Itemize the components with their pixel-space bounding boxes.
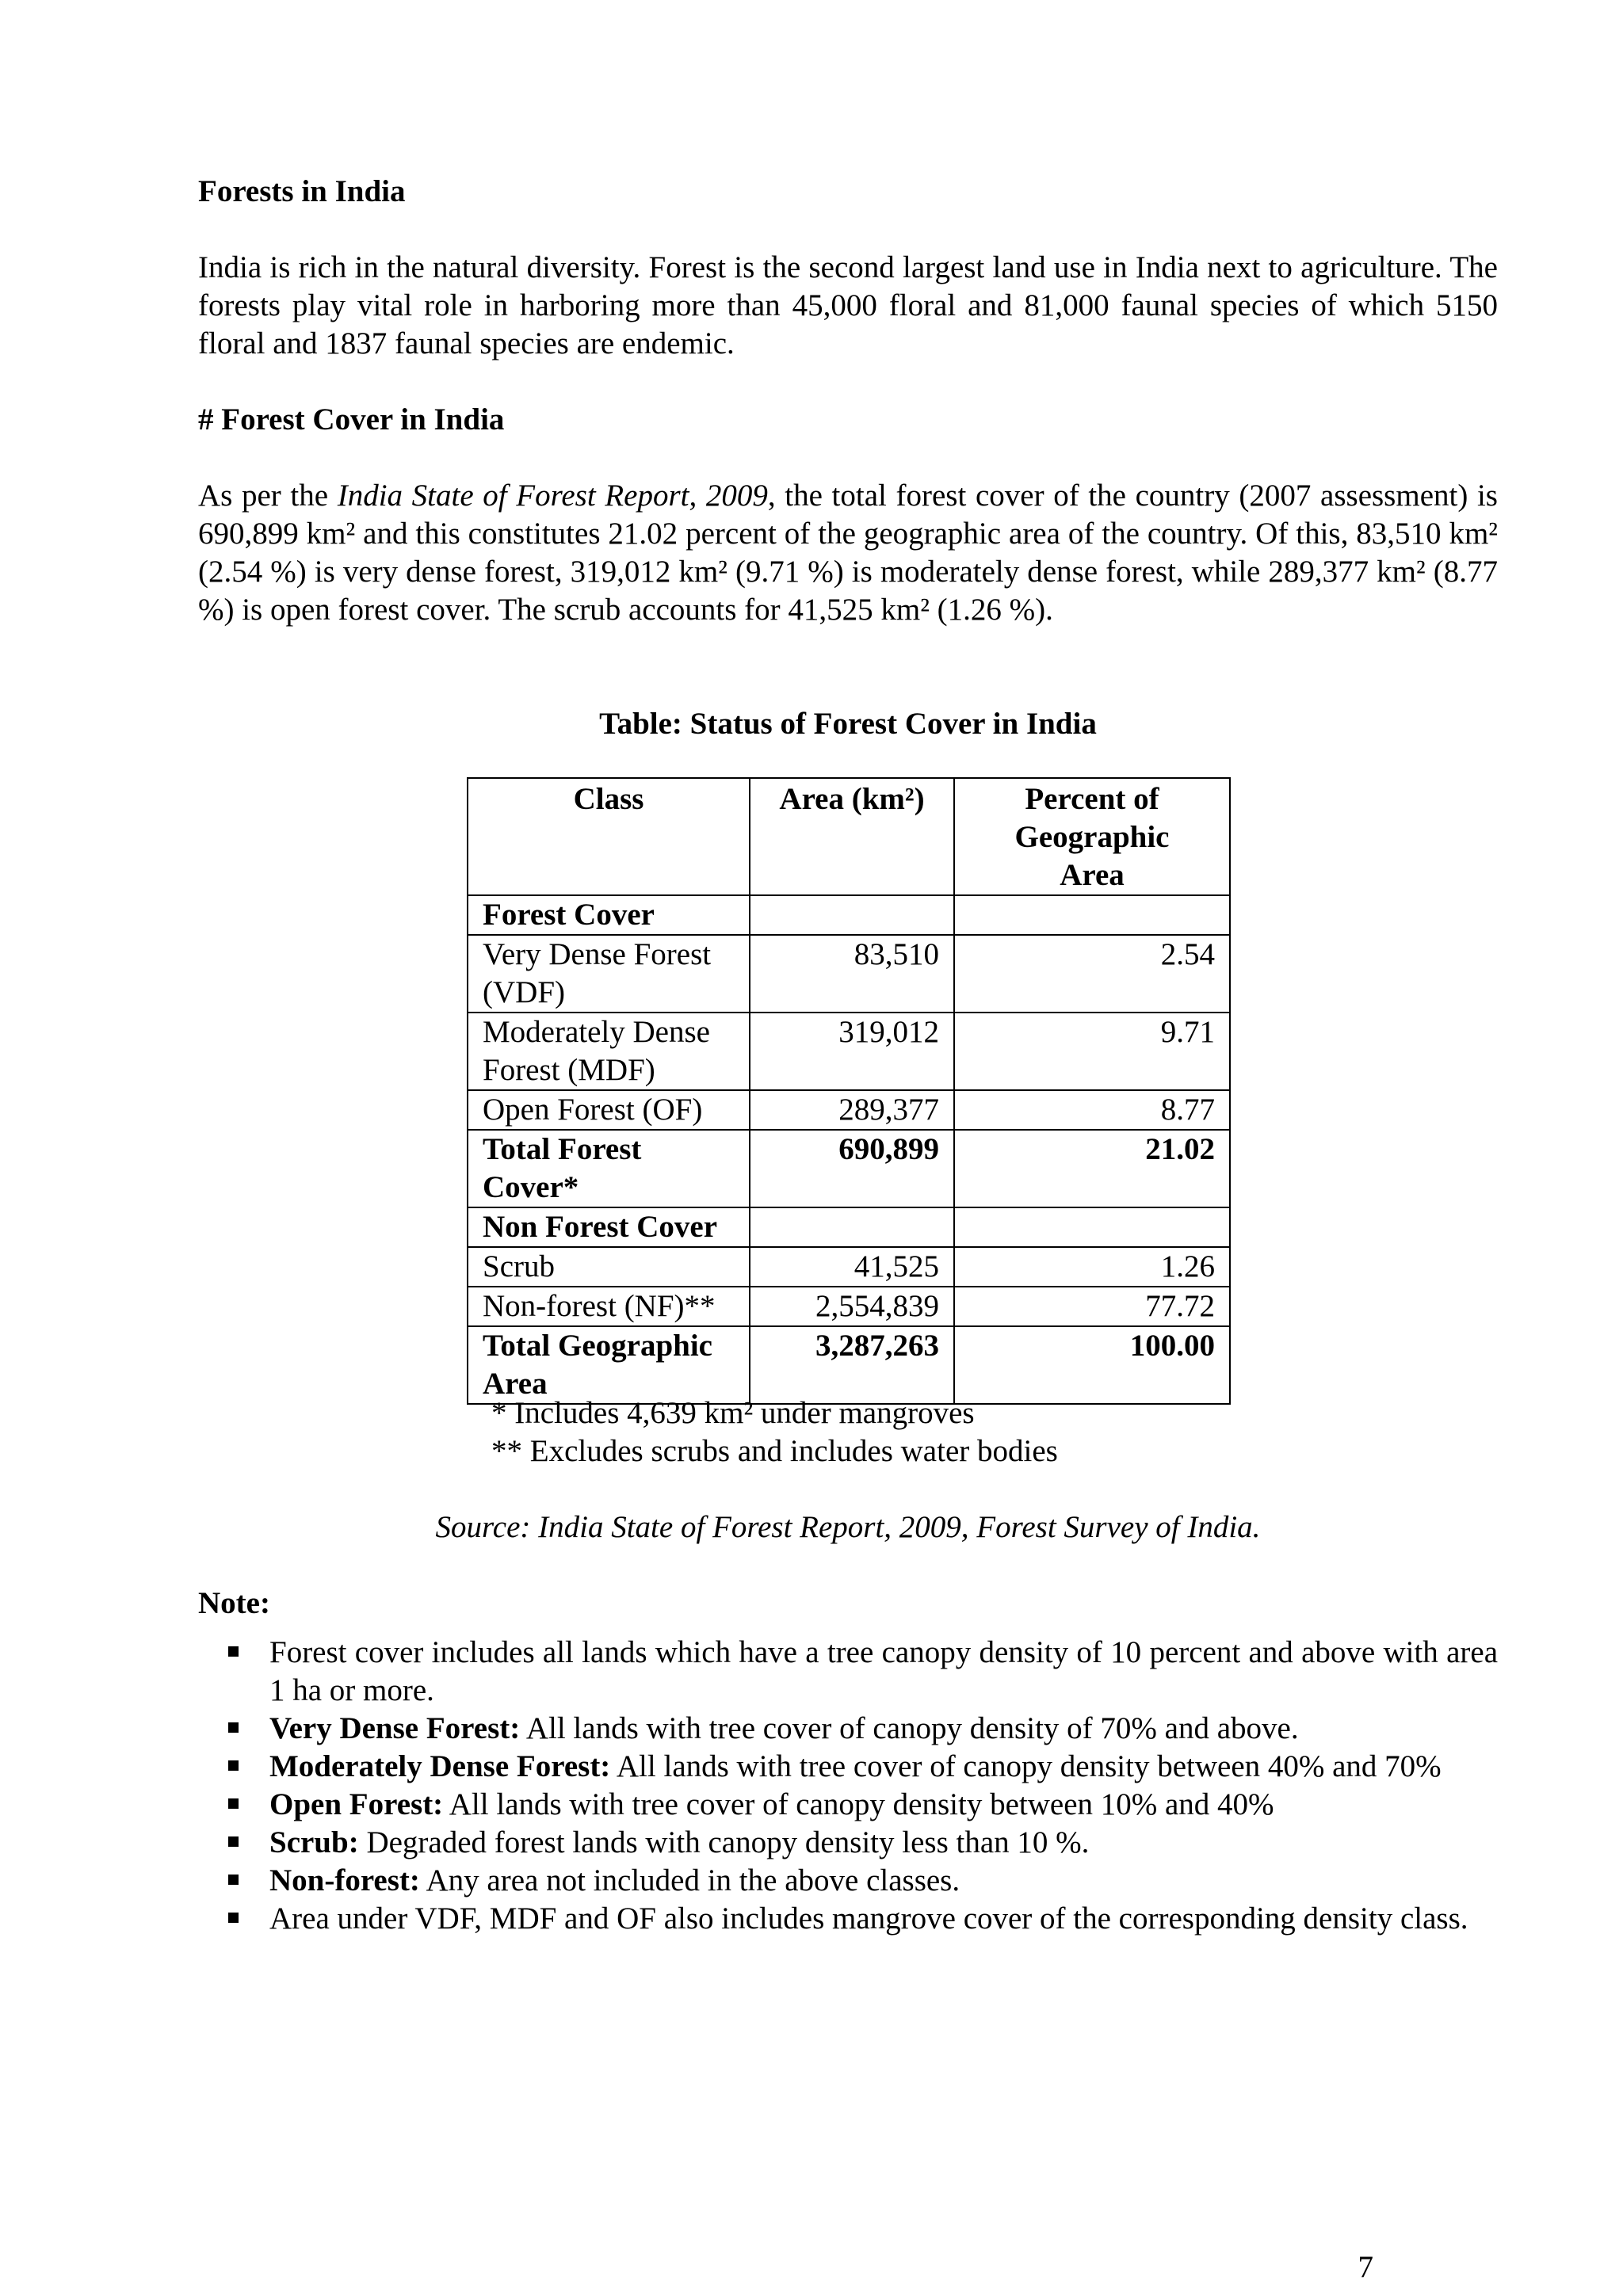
square-bullet-icon <box>228 1798 239 1809</box>
forest-cover-table <box>467 777 1231 1405</box>
table-row <box>468 1207 1230 1247</box>
table-row <box>468 1287 1230 1326</box>
note-item <box>227 1634 1498 1710</box>
table-row <box>468 1130 1230 1207</box>
percent-cell <box>954 1207 1230 1247</box>
note-text: Any area not included in the above classes. <box>419 1863 960 1897</box>
note-text: All lands with tree cover of canopy density between 10% and 40% <box>443 1787 1274 1821</box>
area-cell: 83,510 <box>750 935 954 1013</box>
note-text: All lands with tree cover of canopy density of 70% and above. <box>520 1711 1299 1745</box>
page-number: 7 <box>1358 2250 1373 2284</box>
class-cell: Total Forest Cover* <box>468 1130 750 1207</box>
note-text: Area under VDF, MDF and OF also includes mangrove cover of the corresponding density class. <box>269 1901 1468 1936</box>
area-cell <box>750 895 954 935</box>
forest-cover-paragraph <box>198 477 1498 629</box>
note-term: Non-forest: <box>269 1863 420 1897</box>
area-cell: 3,287,263 <box>750 1326 954 1404</box>
note-item <box>227 1900 1498 1938</box>
square-bullet-icon <box>228 1875 239 1885</box>
note-text: Degraded forest lands with canopy density less than 10 %. <box>358 1825 1090 1859</box>
paragraph-prefix: As per the <box>198 479 338 513</box>
footnote-mangroves: * Includes 4,639 km² under mangroves <box>491 1396 975 1430</box>
area-cell: 41,525 <box>750 1247 954 1287</box>
percent-cell: 8.77 <box>954 1090 1230 1130</box>
area-cell: 2,554,839 <box>750 1287 954 1326</box>
class-cell: Scrub <box>468 1247 750 1287</box>
class-cell: Very Dense Forest (VDF) <box>468 935 750 1013</box>
column-header-class: Class <box>468 778 750 895</box>
class-cell: Total Geographic Area <box>468 1326 750 1404</box>
table-row <box>468 1013 1230 1090</box>
class-cell: Moderately Dense Forest (MDF) <box>468 1013 750 1090</box>
paragraph-body: , the total forest cover of the country (2007 assessment) is 690,899 km² and this constitutes 21.02 percent of the geographic area of the country. Of this, 83,510 km² (2.54 %) is very dense forest, 319,012 km² (9.71 %) is moderately dense forest, while 289,377 km² (8.77 %) is open forest cover. The scrub accounts for 41,525 km² (1.26 %). <box>198 479 1498 627</box>
percent-cell: 9.71 <box>954 1013 1230 1090</box>
table-header-row <box>468 778 1230 895</box>
notes-list <box>227 1634 1498 1938</box>
table-row <box>468 1326 1230 1404</box>
document-page <box>198 0 1498 2296</box>
percent-cell: 21.02 <box>954 1130 1230 1207</box>
percent-cell: 77.72 <box>954 1287 1230 1326</box>
square-bullet-icon <box>228 1836 239 1847</box>
table-body <box>468 895 1230 1404</box>
note-term: Very Dense Forest: <box>269 1711 521 1745</box>
note-item <box>227 1748 1498 1786</box>
footnote-non-forest: ** Excludes scrubs and includes water bodies <box>491 1434 1058 1468</box>
note-text: All lands with tree cover of canopy density between 40% and 70% <box>610 1749 1442 1783</box>
area-cell: 319,012 <box>750 1013 954 1090</box>
note-item <box>227 1862 1498 1900</box>
square-bullet-icon <box>228 1760 239 1771</box>
table-row <box>468 1090 1230 1130</box>
note-term: Moderately Dense Forest: <box>269 1749 611 1783</box>
area-cell: 690,899 <box>750 1130 954 1207</box>
note-item <box>227 1710 1498 1748</box>
table-row <box>468 1247 1230 1287</box>
note-text: Forest cover includes all lands which have a tree canopy density of 10 percent and above with area 1 ha or more. <box>269 1635 1498 1707</box>
table-row <box>468 895 1230 935</box>
percent-cell: 2.54 <box>954 935 1230 1013</box>
note-term: Scrub: <box>269 1825 359 1859</box>
square-bullet-icon <box>228 1646 239 1657</box>
percent-cell <box>954 895 1230 935</box>
table-source: Source: India State of Forest Report, 2009, Forest Survey of India. <box>435 1510 1261 1544</box>
page-heading: Forests in India <box>198 174 406 208</box>
column-header-area: Area (km²) <box>750 778 954 895</box>
intro-paragraph: India is rich in the natural diversity. Forest is the second largest land use in India next to agriculture. The forests play vital role in harboring more than 45,000 floral and 81,000 faunal species of which 5150 floral and 1837 faunal species are endemic. <box>198 250 1498 360</box>
note-item <box>227 1786 1498 1824</box>
class-cell: Non Forest Cover <box>468 1207 750 1247</box>
percent-cell: 100.00 <box>954 1326 1230 1404</box>
table-row <box>468 935 1230 1013</box>
class-cell: Forest Cover <box>468 895 750 935</box>
note-heading: Note: <box>198 1586 270 1620</box>
percent-cell: 1.26 <box>954 1247 1230 1287</box>
class-cell: Open Forest (OF) <box>468 1090 750 1130</box>
section-subheading: # Forest Cover in India <box>198 402 505 437</box>
column-header-percent <box>954 778 1230 895</box>
column-header-percent-label: Percent of Geographic Area <box>1014 782 1170 892</box>
area-cell <box>750 1207 954 1247</box>
area-cell: 289,377 <box>750 1090 954 1130</box>
table-caption: Table: Status of Forest Cover in India <box>599 707 1097 741</box>
square-bullet-icon <box>228 1913 239 1923</box>
report-title: India State of Forest Report, 2009 <box>337 479 768 513</box>
note-item <box>227 1824 1498 1862</box>
note-term: Open Forest: <box>269 1787 444 1821</box>
square-bullet-icon <box>228 1722 239 1733</box>
class-cell: Non-forest (NF)** <box>468 1287 750 1326</box>
